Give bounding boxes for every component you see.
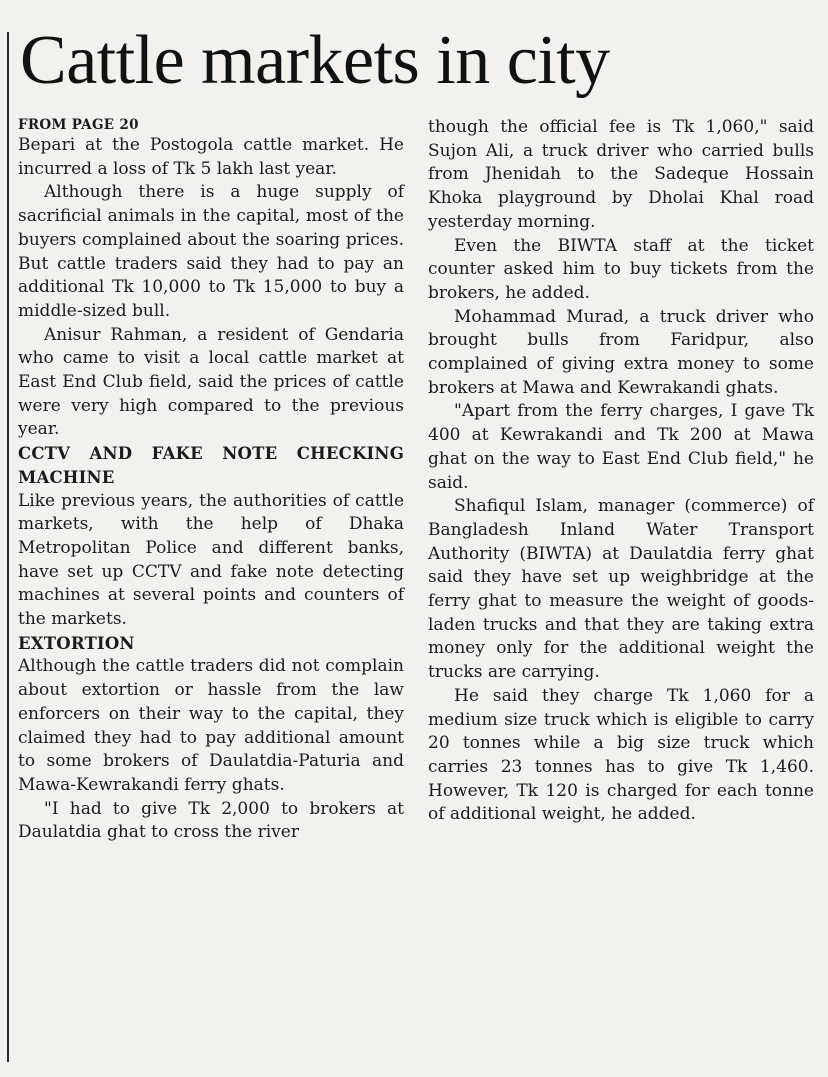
paragraph: Shafiqul Islam, manager (commerce) of Bangladesh Inland Water Transport Authority (BIWTA) at Daulatdia ferry ghat said they have set up weighbridge at the ferry ghat to measure the weight of goods-laden trucks and that they are taking extra money only for the additional weight the trucks are carrying. (428, 496, 814, 683)
paragraph: Like previous years, the authorities of cattle markets, with the help of Dhaka Metropolitan Police and different banks, have set up CCTV and fake note detecting machines at several points and counters of the markets. (18, 490, 404, 630)
paragraph: "I had to give Tk 2,000 to brokers at Daulatdia ghat to cross the river (18, 798, 404, 843)
paragraph: "Apart from the ferry charges, I gave Tk 400 at Kewrakandi and Tk 200 at Mawa ghat on the way to East End Club field," he said. (428, 401, 814, 493)
subheading-cctv: CCTV AND FAKE NOTE CHECKING MACHINE (18, 444, 404, 487)
paragraph: Even the BIWTA staff at the ticket counter asked him to buy tickets from the brokers, he added. (428, 235, 814, 303)
headline: Cattle markets in city (20, 22, 610, 99)
paragraph: Mohammad Murad, a truck driver who brought bulls from Faridpur, also complained of giving extra money to some brokers at Mawa and Kewrakandi ghats. (428, 306, 814, 398)
right-column (428, 116, 814, 827)
subheading-extortion: EXTORTION (18, 633, 135, 653)
paragraph: Anisur Rahman, a resident of Gendaria who came to visit a local cattle market at East End Club field, said the prices of cattle were very high compared to the previous year. (18, 324, 404, 440)
paragraph: though the official fee is Tk 1,060," said Sujon Ali, a truck driver who carried bulls from Jhenidah to the Sadeque Hossain Khoka playground by Dholai Khal road yesterday morning. (428, 117, 814, 232)
left-column (18, 116, 404, 845)
paragraph: Although there is a huge supply of sacrificial animals in the capital, most of the buyers complained about the soaring prices. But cattle traders said they had to pay an additional Tk 10,000 to Tk 15,000 to buy a middle-sized bull. (18, 182, 404, 321)
paragraph: Although the cattle traders did not complain about extortion or hassle from the law enforcers on their way to the capital, they claimed they had to pay additional amount to some brokers of Daulatdia-Paturia and Mawa-Kewrakandi ferry ghats. (18, 656, 404, 795)
paragraph: Bepari at the Postogola cattle market. He incurred a loss of Tk 5 lakh last year. (18, 135, 404, 179)
column-rule (7, 32, 9, 1062)
continuation-label: FROM PAGE 20 (18, 117, 139, 133)
paragraph: He said they charge Tk 1,060 for a medium size truck which is eligible to carry 20 tonnes while a big size truck which carries 23 tonnes has to give Tk 1,460. However, Tk 120 is charged for each tonne of additional weight, he added. (428, 685, 814, 825)
